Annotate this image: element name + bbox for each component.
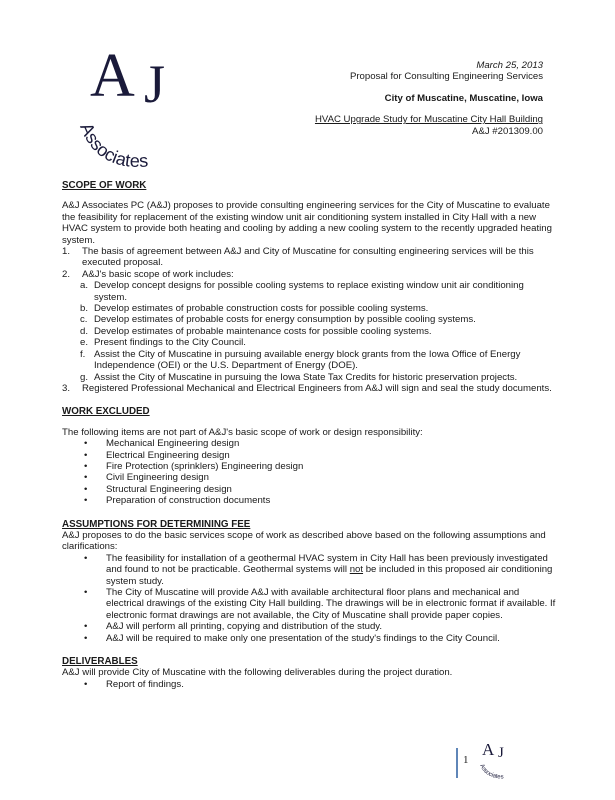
scope-intro: A&J Associates PC (A&J) proposes to provide consulting engineering services for the City of Muscatine to evaluate the feasibility for replacement of the existing window unit air conditioning system installed in City Hall with a new HVAC system to provide both heating and cooling by adding a new cooling system to the recently upgraded heating system. [62, 200, 552, 246]
deliverables-section [62, 656, 558, 690]
excluded-item: • Structural Engineering design [84, 483, 232, 495]
excluded-item: • Electrical Engineering design [84, 449, 230, 461]
excluded-item: • Civil Engineering design [84, 472, 209, 484]
assumption-item: • The feasibility for installation of a geothermal HVAC system in City Hall has been previously investigated and found to not be practicable. Geothermal systems will not be included in this proposed air conditioning system study. [84, 552, 553, 587]
document-body [62, 180, 558, 702]
date: March 25, 2013 [476, 60, 543, 71]
svg-text:A: A [90, 42, 135, 110]
excluded-section [62, 406, 558, 506]
excluded-item: • Mechanical Engineering design [84, 438, 240, 450]
assumption-item: • A&J will be required to make only one presentation of the study's findings to the City Council. [84, 632, 500, 644]
scope-subitem: a. Develop concept designs for possible cooling systems to replace existing window unit air conditioning system. [80, 280, 524, 303]
client-name: City of Muscatine, Muscatine, Iowa [384, 92, 543, 104]
svg-text:J: J [498, 745, 504, 761]
scope-subitem: f. Assist the City of Muscatine in pursuing available energy block grants from the Iowa Office of Energy Independence (OEI) or the U.S. Department of Energy (DOE). [80, 348, 521, 372]
excluded-item: • Preparation of construction documents [84, 495, 271, 507]
assumptions-section [62, 519, 558, 644]
svg-text:Associates: Associates [76, 119, 149, 172]
page-number: 1 [463, 754, 469, 766]
proposal-subtitle: Proposal for Consulting Engineering Services [349, 71, 543, 83]
assumptions-intro: A&J proposes to do the basic services scope of work as described above based on the following assumptions and clarifications: [62, 529, 546, 553]
scope-item: 2. A&J's basic scope of work includes: [62, 268, 234, 280]
scope-section [62, 180, 558, 394]
scope-subitem: d. Develop estimates of probable maintenance costs for possible cooling systems. [80, 325, 432, 337]
footer-divider [456, 748, 458, 778]
company-logo [72, 30, 197, 178]
project-number: A&J #201309.00 [472, 125, 543, 137]
deliverables-intro: A&J will provide City of Muscatine with the following deliverables during the project duration. [62, 667, 453, 679]
deliverables-heading: DELIVERABLES [62, 656, 138, 668]
assumption-item: • The City of Muscatine will provide A&J with available architectural floor plans and mechanical and electrical drawings of the existing City Hall building. The drawings will be in electronic format if available. If electronic format drawings are not available, the City of Muscatine shall provide paper copies. [84, 587, 556, 621]
scope-subitem: c. Develop estimates of probable costs for energy consumption by possible cooling systems. [80, 314, 476, 326]
excluded-item: • Fire Protection (sprinklers) Engineering design [84, 460, 304, 472]
scope-heading: SCOPE OF WORK [62, 180, 147, 191]
assumptions-heading: ASSUMPTIONS FOR DETERMINING FEE [62, 518, 251, 530]
svg-text:J: J [144, 54, 166, 114]
excluded-intro: The following items are not part of A&J's basic scope of work or design responsibility: [62, 426, 423, 438]
scope-subitem: e. Present findings to the City Council. [80, 337, 246, 349]
svg-text:Associates: Associates [478, 763, 504, 781]
document-header [315, 60, 543, 137]
deliverable-item: • Report of findings. [84, 678, 184, 690]
footer-logo [478, 738, 522, 786]
excluded-heading: WORK EXCLUDED [62, 406, 150, 418]
project-title: HVAC Upgrade Study for Muscatine City Hall Building [314, 114, 543, 126]
scope-subitem: b. Develop estimates of probable construction costs for possible cooling systems. [80, 303, 429, 315]
scope-subitem: g. Assist the City of Muscatine in pursuing the Iowa State Tax Credits for historic preservation projects. [80, 371, 518, 383]
scope-item: 3. Registered Professional Mechanical and Electrical Engineers from A&J will sign and seal the study documents. [62, 382, 552, 394]
svg-text:A: A [482, 740, 495, 759]
scope-item: 1. The basis of agreement between A&J and City of Muscatine for consulting engineering services will be this executed proposal. [62, 246, 534, 269]
assumption-item: • A&J will perform all printing, copying and distribution of the study. [84, 621, 383, 633]
